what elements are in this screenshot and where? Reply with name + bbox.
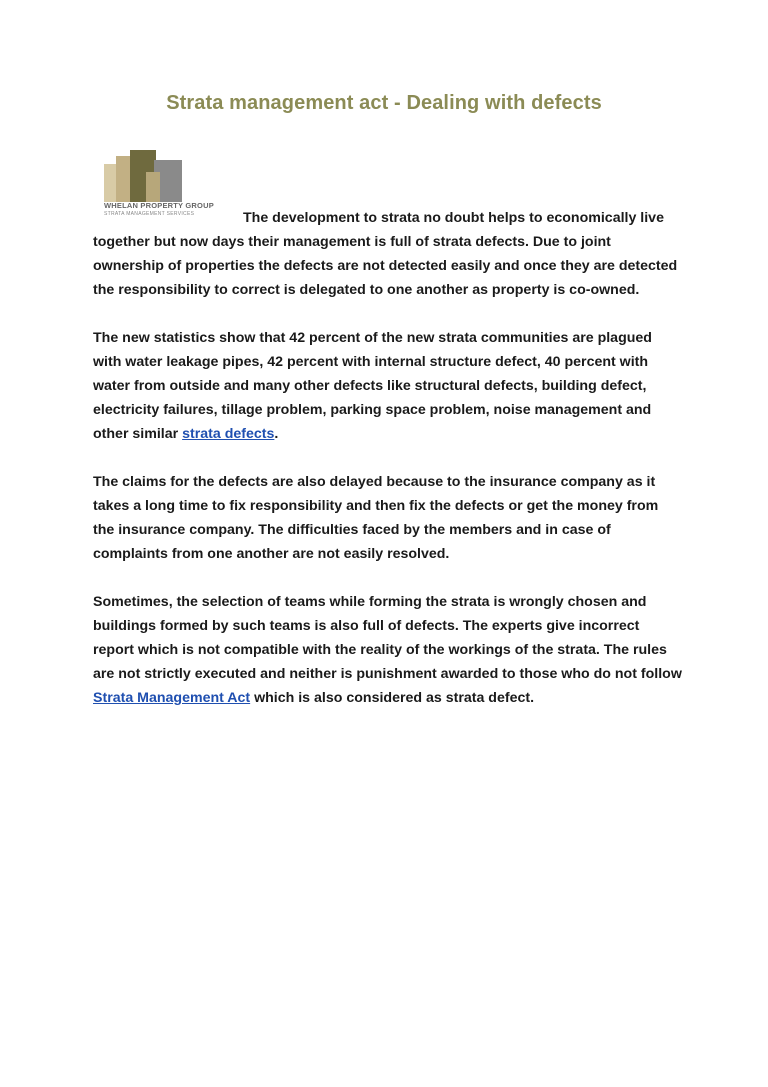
logo-mark — [104, 150, 236, 202]
logo-tagline: STRATA MANAGEMENT SERVICES — [104, 211, 195, 217]
paragraph-4-text: Sometimes, the selection of teams while forming the strata is wrongly chosen and buildings formed by such teams is also full of defects. The experts give incorrect report which is not compatible with the reality of the workings of the strata. The rules are not strictly executed and neither is punishment awarded to those who do not follow — [93, 594, 682, 682]
paragraph-3 — [93, 470, 683, 566]
strata-management-act-link[interactable]: Strata Management Act — [93, 690, 251, 706]
paragraph-1-text: The development to strata no doubt helps to economically live together but now days their management is full of strata defects. Due to joint ownership of properties the defects are not detected easily and once they are detected the responsibility to correct is delegated to one another as property is co-owned. — [93, 210, 678, 298]
logo-company-name: WHELAN PROPERTY GROUP — [104, 201, 214, 210]
paragraph-2 — [93, 326, 683, 446]
paragraph-4-end: which is also considered as strata defect. — [250, 690, 535, 706]
paragraph-2-end: . — [274, 426, 279, 442]
strata-defects-link[interactable]: strata defects — [182, 426, 275, 442]
article-body — [93, 206, 683, 734]
paragraph-3-text: The claims for the defects are also delayed because to the insurance company as it takes a long time to fix responsibility and then fix the defects or get the money from the insurance company. The difficulties faced by the members and in case of complaints from one another are not easily resolved. — [93, 474, 659, 562]
paragraph-1 — [93, 206, 683, 302]
page-title: Strata management act - Dealing with defects — [166, 92, 602, 114]
paragraph-4 — [93, 590, 683, 710]
paragraph-2-text: The new statistics show that 42 percent of the new strata communities are plagued with water leakage pipes, 42 percent with internal structure defect, 40 percent with water from outside and many other defects like structural defects, building defect, electricity failures, tillage problem, parking space problem, noise management and other similar — [93, 330, 652, 442]
